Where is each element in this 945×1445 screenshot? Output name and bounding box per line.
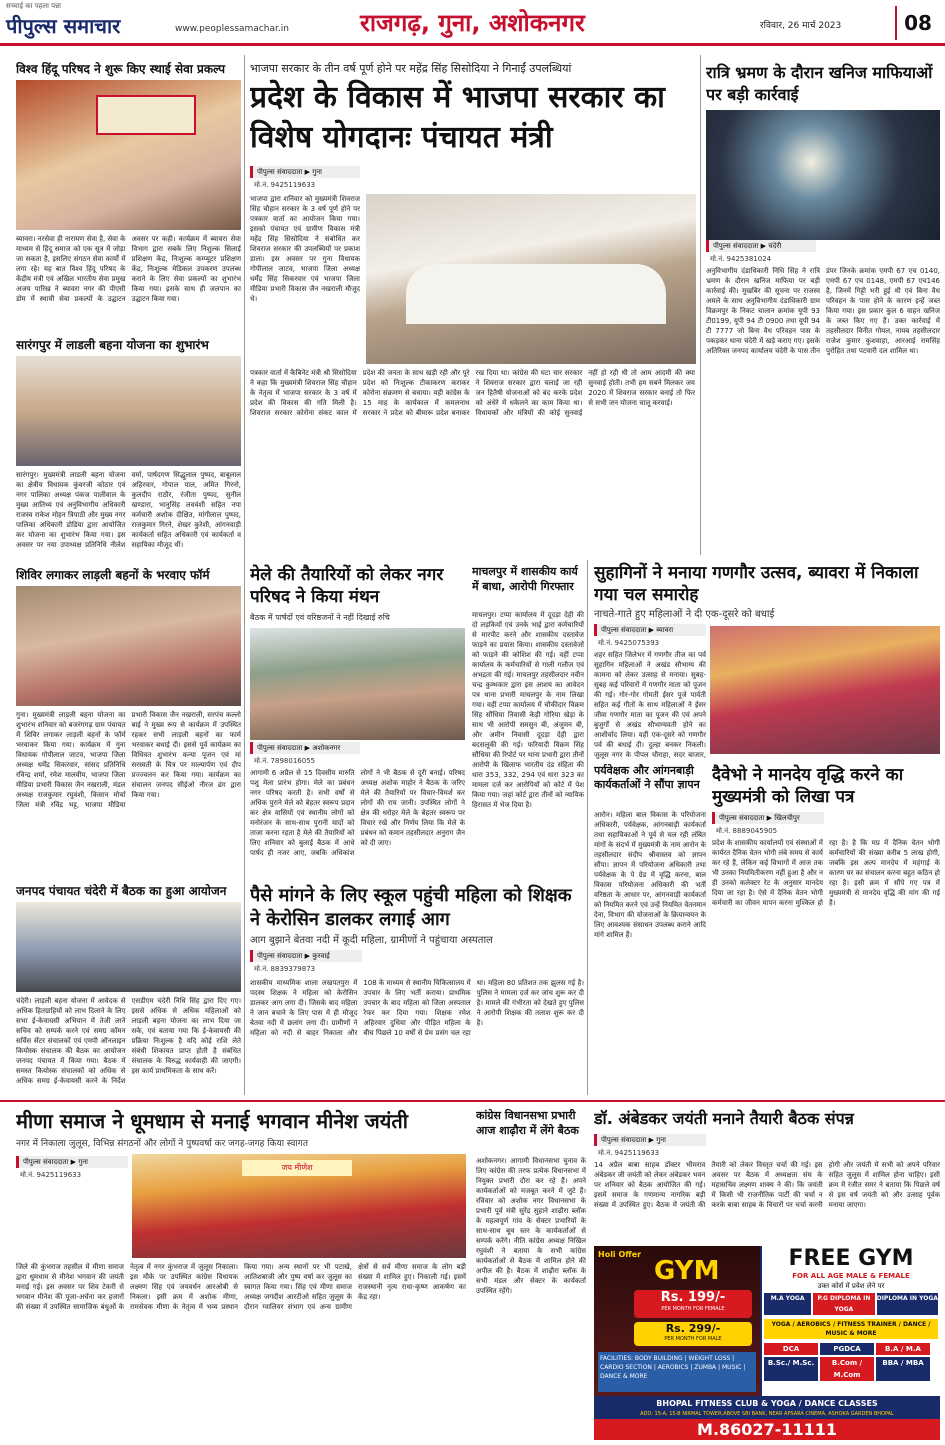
- gym-offer-panel: [594, 1246, 760, 1396]
- female-price-box: [634, 1290, 752, 1318]
- story-chanderi-meeting-photo: [16, 902, 241, 992]
- story-wage-headline: दैवेभो ने मानदेय वृद्धि करने का मुख्यमंत्री को लिखा पत्र: [712, 765, 904, 807]
- lead-photo: [366, 194, 696, 364]
- story-mela-headline: मेले की तैयारियों को लेकर नगर परिषद ने किया मंथन: [250, 565, 444, 607]
- issue-date: रविवार, 26 मार्च 2023: [760, 21, 842, 31]
- byline-place: अशोकनगर: [312, 744, 341, 752]
- story-ladli-camp-body: गुना। मुख्यमंत्री लाड़ली बहना योजना का शुभारंभ शनिवार को बजरंगगढ़ ग्राम पंचायत में शिविर लगाकर लाड़ली बहनों के फॉर्म भरवाकर किया गया। कार्यक्रम में गुना विधायक गोपीलाल जाटव, भाजपा जिला अध्यक्ष धर्मेंद्र सिकरवार, सांसद प्रतिनिधि रविन्द्र शर्मा, रमेश मालवीय, भाजपा जिला मीडिया प्रभारी विकास जैन नखराली, मंडल अध्यक्ष राजकुमार रघुवंशी, किसान मोर्चा जिला मंत्री रविंद्र भट्ट, भाजपा मीडिया प्रभारी विकास जैन नखराली, सरपंच कल्लो बाई ने मुख्य रूप से कार्यक्रम में उपस्थित रहकर सभी लाड़ली बहनों का फार्म भरवाकर बधाई दी। इससे पूर्व कार्यक्रम का विधिवत शुभारंभ कन्या पूजन एवं मां सरस्वती के चित्र पर माल्यार्पण एवं दीप प्रज्ज्वलन कर किया गया। कार्यक्रम का संचालन जनपद सीईओ नीरज ढंग द्वारा किया गया।: [16, 711, 241, 809]
- story-mining-body: अनुविभागीय दंडाधिकारी निधि सिंह ने रात्रि भ्रमण के दौरान खनिज माफिया पर बड़ी कार्रवाई की। मुखबिर की सूचना पर राजस्व अमले के साथ अनुविभागीय दंडाधिकारी ग्राम विक्रमपुर के निकट चालान क्रमांक यूपी 93 टी0199, यूपी 94 टी 0900 तथा यूपी 94 टी 7777 जो बिना वैध परिवहन पास के पकड़कर थाना चंदेरी में खड़े कराए गए। इसके अतिरिक्त जनपद कार्यालय चंदेरी के पास तीन डंपर जिनके क्रमांक एमपी 67 एच 0140, एमपी 67 एच 0148, एमपी 67 एच146 है, जिनमें गिट्टी भरी हुई थी एवं बिना वैध परिवहन के पास होने के कारण इन्हें जब्त किया गया। इस प्रकार कुल 6 वाहन खनिज के जब्त किए गए हैं। उक्त कार्रवाई में तहसीलदार विनीत गोयल, नायब तहसीलदार राजेश कुमार कुशवाहा, आरआई रामसिंह पुरोहित तथा पटवारी दल शामिल था।: [706, 267, 940, 355]
- page-number: 08: [895, 6, 939, 40]
- free-gym-sub: FOR ALL AGE MALE & FEMALE: [792, 1272, 910, 1280]
- story-meena-headline: मीणा समाज ने धूमधाम से मनाई भगवान मीनेश जयंती: [16, 1109, 408, 1133]
- column-rule: [700, 55, 701, 555]
- female-price: Rs. 199/-: [660, 1290, 726, 1305]
- story-vhp-headline: विश्व हिंदू परिषद ने शुरू किए स्थाई सेवा प्रकल्प: [16, 62, 226, 76]
- story-chanderi-meeting-body: चंदेरी। लाड़ली बहना योजना में आवेदक से अधिक हितग्राहियों को लाभ दिलाने के लिए सभा ई-केवायसी अभियान में तेजी लाने सचिव को सम्पर्क करने एवं समग्र कॉमन सर्विस सेंटर संचालकों एवं एमपी ऑनलाइन कियोस्क संचालक की बैठक का आयोजन जनपद पंचायत में किया गया। बैठक में समस्त कियोस्क संचालकों को अधिक से अधिक समग्र ई-केवायसी करने के निर्देश एसडीएम चंदेरी निधि सिंह द्वारा दिए गए। इससे अधिक से अधिक महिलाओं को लाड़ली बहना योजना का लाभ दिया जा सके, एवं बताया गया कि ई-केवायसी की प्रक्रिया निःशुल्क है यदि कोई राशि लेते संबंधी शिकायत प्राप्त होती है संबंधित संचालक के विरुद्ध कार्यवाही की जाएगी। इस कार्य प्राथमिकता के साथ करें।: [16, 997, 241, 1085]
- story-wage-byline: पीपुल्स संवाददाता ▶ खिलचीपुर: [712, 812, 824, 824]
- male-price: Rs. 299/-: [665, 1322, 721, 1335]
- degree-ba-ma: B.A / M.A: [876, 1343, 930, 1355]
- male-price-sub: PER MONTH FOR MALE: [664, 1336, 722, 1342]
- byline-place: खिलचीपुर: [774, 814, 800, 822]
- byline-name: पीपुल्स संवाददाता: [23, 1158, 69, 1166]
- lead-mobile: मो.नं. 9425119633: [254, 181, 316, 189]
- story-mela-mobile: मो.नं. 7898016055: [254, 757, 316, 765]
- story-ambedkar-byline: पीपुल्स संवाददाता ▶ गुना: [594, 1134, 706, 1146]
- byline-name: पीपुल्स संवाददाता: [257, 952, 303, 960]
- free-gym-panel: [762, 1246, 940, 1396]
- story-gangaur-body: शहर सहित जिलेभर में गणगौर तीज का पर्व सुहागिन महिलाओं ने अखंड सौभाग्य की कामना को लेकर उत्साह से मनाया। सुबह-सुबह कई परिवारों में गणगौर माता को पूजन की गई। गोर-गोर गोमती ईसर पूजे पार्वती सहित कई गीतों के साथ महिलाओं ने ईसर जीवा गणगौर माता का पूजन की एवं अपने बुजुर्गों से अखंड सौभाग्यवती होने का आशीर्वाद लिया। वहीं एक-दूसरे को गणगौर पर्व की बधाई दी। दुल्हा बनकर निकली। जुलूस नगर के पीपल चौराहा, सदर बाजार,: [594, 651, 706, 759]
- story-wage-body: प्रदेश के शासकीय कार्यालयों एवं संस्थाओं में कार्यरत दैनिक वेतन भोगी लंबे समय से कार्य कर रहे हैं, लेकिन कई विभागों में आज तक भी उनका नियमितीकरण नहीं हुआ है और न ही उनको कलेक्टर रेट के अनुसार मानदेय दिया जा रहा है। ऐसे में दैनिक वेतन भोगी कर्मचारी का जीवन यापन करना मुश्किल हो रहा है। है कि मप्र में दैनिक वेतन भोगी कर्मचारियों की संख्या करीब 5 लाख होगी, जबकि इस अल्प मानदेय में महंगाई के कारण घर का संचालन करना बहुत कठिन हो रहा है। इसी क्रम में सौंपे गए पत्र में मुख्यमंत्री से मानदेय वृद्धि की मांग की गई है।: [712, 839, 940, 907]
- story-gangaur-headline: सुहागिनों ने मनाया गणगौर उत्सव, ब्यावरा में निकाला गया चल समारोह: [594, 563, 919, 605]
- lead-headline: प्रदेश के विकास में भाजपा सरकार का विशेष योगदानः पंचायत मंत्री: [250, 80, 665, 155]
- story-mining-photo: [706, 110, 940, 240]
- story-wage-mobile: मो.नं. 8889045905: [716, 827, 778, 835]
- course-ma-yoga: M.A YOGA: [764, 1293, 811, 1315]
- story-sarangpur-body: सारंगपुर। मुख्यमंत्री लाडली बहना योजना का क्षेत्रीय विधायक कुंवरजी कोठार एवं नगर पालिका अध्यक्ष पंकज पालीवाल के मुख्य आतिथ्य एवं अनुविभागीय अधिकारी राजस्व राकेश मोहन त्रिपाठी और मुख्य नगर पालिका अधिकारी डोडिया द्वारा आयोजित कर योजना का शुभारंभ किया गया। इस अवसर पर नया उपाध्यक्ष प्रतिनिधि नीलेश वर्मा, पार्षदगण सिद्धुलाल पुष्पद, बाबूलाल अहिरवार, गोपाल पाल, अमित गिरनो, कुलदीप राठौर, रंजीता पुष्पद, सुनील खण्डारा, भानुसिंह लववंशी सहित नपा कर्मचारी अशोक दीक्षित, मांगीलाल पुष्पद, राजकुमार गिरने, शेखर कुरेशी, आंगनवाड़ी कार्यकर्ता सहित अधिकारी एवं कार्यकर्ता व सहायिका मौजूद थीं।: [16, 471, 241, 549]
- byline-name: पीपुल्स संवाददाता: [601, 1136, 647, 1144]
- story-gangaur-photo: [710, 626, 940, 754]
- story-machalpur-body: माचलपुर। टप्पा कार्यालय में दूदड़ा देही की दो लड़कियों एवं उनके भाई द्वारा कर्मचारियों से मारपीट करने और शासकीय दस्तावेज फाड़ने का प्रयास किया। शासकीय दस्तावेजों को फाड़ने की कोशिश की गई। वहीं टप्पा कार्यालय के कर्मचारियों से गाली गलौज एवं अभद्रता की गई। माचलपुर तहसीलदार नवीन चन्द्र कुम्भकार द्वारा इस आशय का आवेदन पत्र थाना प्रभारी माचलपुर के नाम लिखा गया। वहीं टप्पा कार्यालय में चौकीदार विक्रम सिंह सौंधिया निवासी केड़ी गोरिया खेड़ा के साथ भी आरोपी समसुन बी, अंजुमन बी, और अमीन निवासी दूदड़ा देही द्वारा बदसलूकी की गई। फरियादी विक्रम सिंह सौंधिया की रिपोर्ट पर थाना प्रभारी द्वारा तीनों आरोपी के खिलाफ भारतीय दंड संहिता की धारा 353, 332, 294 एवं धारा 323 का मामला दर्ज कर आरोपियों को कोर्ट में पेश किया गया। जहां कोर्ट द्वारा तीनों को न्यायिक हिरासत में भेज दिया है।: [472, 611, 584, 809]
- degree-bsc-msc: B.Sc./ M.Sc.: [764, 1357, 818, 1381]
- lead-kicker: भाजपा सरकार के तीन वर्ष पूर्ण होने पर महेंद्र सिंह सिसोदिया ने गिनाईं उपलब्धियां: [250, 62, 572, 75]
- free-gym-sub2: उक्त कोर्स में प्रवेश लेने पर: [817, 1282, 885, 1290]
- story-chanderi-meeting-headline: जनपद पंचायत चंदेरी में बैठक का हुआ आयोजन: [16, 884, 227, 898]
- section-title: राजगढ़, गुना, अशोकनगर: [360, 9, 585, 37]
- lead-byline: पीपुल्स संवाददाता ▶ गुना: [250, 166, 360, 178]
- byline-name: पीपुल्स संवाददाता: [257, 168, 303, 176]
- story-anganwadi-headline: पर्यवेक्षक और आंगनबाड़ी कार्यकर्ताओं ने सौंपा ज्ञापन: [594, 764, 700, 791]
- masthead: [0, 0, 945, 46]
- gym-facilities: FACILITIES: BODY BUILDING | WEIGHT LOSS | CARDIO SECTION | AEROBICS | ZUMBA | MUSIC | DANCE & MORE: [598, 1352, 756, 1392]
- website-url: www.peoplessamachar.in: [175, 24, 289, 34]
- story-gangaur-byline: पीपुल्स संवाददाता ▶ ब्यावरा: [594, 624, 706, 636]
- story-mining-headline: रात्रि भ्रमण के दौरान खनिज माफियाओं पर बड़ी कार्रवाई: [706, 63, 933, 104]
- story-congress-body: अशोकनगर। आगामी विधानसभा चुनाव के लिए कांग्रेस की तरफ प्रत्येक विधानसभा में नियुक्त प्रभारी दौरा कर रहे हैं। अपने कार्यकर्ताओं को मजबूत करने में जुटे हैं। रविवार को अशोक नगर विधानसभा के प्रभारी पूर्व मंत्री सुरेंद्र सुहाने शाढ़ौरा ब्लॉक के महत्वपूर्ण गांव के सेक्टर प्रभारियों के साथ-साथ बूथ स्तर के कार्यकर्ताओं से सम्पर्क करेंगे। नीति कांग्रेस अध्यक्ष निखिल रघुवंशी ने बताया के सभी कांग्रेस कार्यकर्ताओं से बैठक में शामिल होने की अपील की है। बैठक में शाढ़ौरा ब्लॉक के सभी मंडल और सेक्टर के कार्यकर्ता उपस्थित रहेंगे।: [476, 1157, 586, 1295]
- story-vhp-photo: [16, 80, 241, 230]
- lead-body-2: पत्रकार वार्ता में कैबिनेट मंत्री श्री सिसोदिया ने कहा कि मुख्यमंत्री शिवराज सिंह चौहान के नेतृत्व में भाजपा सरकार के 3 वर्ष में प्रदेश की विकास की गति मिली है। शिवराज सरकार कोरोना संकट काल में प्रदेश की जनता के साथ खड़ी रही और पूरे प्रदेश को निःशुल्क टीकाकरण कराकर कोरोना संक्रमण से बचाया। यही कांग्रेस के 15 माह के कार्यकाल में कमलनाथ सरकार ने प्रदेश को बीमारू प्रदेश बनाकर रख दिया था। कांग्रेस की घटा चार सरकार ने शिवराज सरकार द्वारा चलाई जा रही जन हितैषी योजनाओं को बंद करके प्रदेश को अंधेरे में धकेलने का काम किया था। विधायकों और मंत्रियों की कोई सुनवाई नहीं हो रही थी तो आम आदमी की क्या सुनवाई होती। तभी हम सबने मिलकर जय 2020 में शिवराज सरकार बनाई तो फिर से सभी जन योजना चालू करवाई।: [250, 369, 695, 417]
- story-ambedkar-mobile: मो.नं. 9425119633: [598, 1149, 660, 1157]
- byline-place: गुना: [78, 1158, 88, 1166]
- byline-name: पीपुल्स संवाददाता: [713, 242, 759, 250]
- story-kerosene-body: शासकीय माध्यमिक शाला लखपतपुरा में पदस्थ शिक्षक ने महिला को केरोसिन डालकर आग लगा दी। जिसके बाद महिला ने जान बचाने के लिए पास में ही मौजूद बेतवा नदी में छलांग लगा दी। ग्रामीणों ने महिला को नदी से बाहर निकाला और 108 के माध्यम से स्थानीय चिकित्सालय में उपचार के लिए भर्ती कराया। प्राथमिक उपचार के बाद महिला को जिला अस्पताल रेफर कर दिया गया। शिक्षक रमेश अहिरवार दुधिया और पीड़ित महिला के बीच पिछले 10 वर्षों से प्रेम प्रसंग चल रहा था। महिला 80 प्रतिशत तक झुलस गई है। पुलिस ने मामला दर्ज कर जांच शुरू कर दी है। मामले की गंभीरता को देखते हुए पुलिस ने आरोपी शिक्षक की तलाश शुरू कर दी है।: [250, 979, 584, 1037]
- degree-bcom-mcom: B.Com / M.Com: [820, 1357, 874, 1381]
- story-kerosene-byline: पीपुल्स संवाददाता ▶ कुरवाई: [250, 950, 362, 962]
- story-gangaur-mobile: मो.नं. 9425075393: [598, 639, 660, 647]
- story-mining-byline: पीपुल्स संवाददाता ▶ चंदेरी: [706, 240, 816, 252]
- story-anganwadi-body: आरोन। महिला बाल विकास के परियोजना अधिकारी, पर्यवेक्षक, आंगनबाड़ी कार्यकर्ता तथा सहायिकाओं ने पूर्व से चल रही लंबित मांगों के संदर्भ में मुख्यमंत्री के नाम आरोन के तहसीलदार संदीप श्रीवास्तव को ज्ञापन सौंपा। ज्ञापन में परियोजना अधिकारी तथा पर्यवेक्षक के पे ग्रेड में वृद्धि करना, बाल विकास परियोजना अधिकारी की भर्ती वरिष्ठता के आधार पर, आंगनवाड़ी कार्यकर्ता को नियमित करने एवं उन्हें नियमित वेतनमान देना, विभाग की योजनाओं के क्रियान्वयन के लिए आवश्यक संसाधन उपलब्ध कराने आदि मांगे शामिल हैं।: [594, 811, 706, 939]
- club-mobile[interactable]: M.86027-11111: [594, 1419, 940, 1440]
- masthead-tagline: सच्चाई का पहला पन्ना: [6, 2, 61, 10]
- column-rule: [244, 55, 245, 1095]
- course-diploma: DIPLOMA IN YOGA: [877, 1293, 938, 1315]
- certificate-courses: YOGA / AEROBICS / FITNESS TRAINER / DANCE / MUSIC & MORE: [764, 1319, 938, 1339]
- story-ambedkar-body: 14 अप्रैल बाबा साहब डॉक्टर भीमराव अंबेडकर जी जयंती को लेकर अंबेडकर भवन पर शनिवार को बैठक आयोजित की गई। इसमें समाज के गणमान्य नागरिक बड़ी संख्या में उपस्थित हुए। बैठक में जयंती की तैयारी को लेकर विस्तृत चर्चा की गई। इस अवसर पर बैठक में अध्यक्षता संघ के महासचिव लक्ष्मण शाक्य ने की। कि जयंती में किसी भी राजनीतिक पार्टी की चर्चा न करके बाबा साहब के विचारों पर चर्चा करनी होगी और जयंती में सभी को अपने परिवार सहित जुलूस में शामिल होना चाहिए। इसी क्रम में रंजीत समर ने बताया कि पिछले वर्ष से इस वर्ष जयंती को और उत्साह पूर्वक मनाया जाएगा।: [594, 1161, 940, 1209]
- lead-body-1: भाजपा द्वारा शनिवार को मुख्यमंत्री शिवराज सिंह चौहान सरकार के 3 वर्ष पूर्ण होने पर पत्रकार वार्ता का आयोजन किया गया। इसको पंचायत एवं ग्रामीण विकास मंत्री महेंद्र सिंह सिसोदिया ने संबोधित कर शिवराज सरकार की उपलब्धियों पर प्रकाश डाला। इस अवसर पर गुना विधायक गोपीलाल जाटव, भाजपा जिला अध्यक्ष धर्मेंद्र सिंह सिकरवार एवं भाजपा जिला मीडिया प्रभारी विकास जैन नखराली मौजूद थे।: [250, 195, 360, 303]
- story-meena-byline: पीपुल्स संवाददाता ▶ गुना: [16, 1156, 128, 1168]
- story-kerosene-subtitle: आग बुझाने बेतवा नदी में कूदी महिला, ग्रामीणों ने पहुंचाया अस्पताल: [250, 935, 493, 946]
- story-meena-subtitle: नगर में निकाला जुलूस, विभिन्न संगठनों और लोगों ने पुष्पवर्षा कर जगह-जगह किया स्वागत: [16, 1139, 308, 1149]
- photo-banner-text: जय मीणेश: [242, 1160, 352, 1176]
- newspaper-logo: पीपुल्स समाचार: [6, 14, 121, 38]
- story-ladli-camp-photo: [16, 586, 241, 706]
- story-meena-photo: [132, 1154, 466, 1258]
- story-mela-subtitle: बैठक में पार्षदों एवं वरिष्ठजनों ने नहीं दिखाई रुचि: [250, 613, 390, 622]
- story-kerosene-mobile: मो.नं. 8839379873: [254, 965, 316, 973]
- holi-offer-label: Holi Offer: [598, 1250, 642, 1259]
- degree-dca: DCA: [764, 1343, 818, 1355]
- story-vhp-body: ब्यावरा। नरसेवा ही नारायण सेवा है, सेवा के माध्यम से हिंदू समाज को एक सूत्र में जोड़ा जा सकता है, इसलिए संगठन सेवा कार्यों में लगा रहे। यह बात विश्व हिंदू परिषद के केंद्रीय मंत्री एवं अखिल भारतीय सेवा प्रमुख अजय पारिख ने ब्यावरा नगर की पीएसी डोम में स्थायी सेवा प्रकल्पों के उद्घाटन अवसर पर कही। कार्यक्रम में ब्यावरा सेवा विभाग द्वारा सबके लिए निशुल्क सिलाई प्रशिक्षण केंद्र, निःशुल्क कम्प्यूटर प्रशिक्षण केंद्र, निःशुल्क मेडिकल उपकरण उपलब्ध कराने के लिए सेवा प्रकल्पों का शुभारंभ किया गया। इसके साथ ही जलपान का उद्घाटन किया गया।: [16, 235, 241, 303]
- byline-name: पीपुल्स संवाददाता: [719, 814, 765, 822]
- section-rule: [0, 1100, 945, 1102]
- byline-place: ब्यावरा: [656, 626, 674, 634]
- story-congress-headline: कांग्रेस विधानसभा प्रभारी आज शाढ़ौरा में लेंगे बैठक: [476, 1109, 579, 1137]
- female-price-sub: PER MONTH FOR FEMALE: [661, 1306, 725, 1312]
- byline-name: पीपुल्स संवाददाता: [257, 744, 303, 752]
- story-mela-photo: [250, 628, 465, 740]
- byline-place: कुरवाई: [312, 952, 330, 960]
- byline-place: गुना: [312, 168, 322, 176]
- story-mining-mobile: मो.नं. 9425381024: [710, 255, 772, 263]
- free-gym-title: FREE GYM: [788, 1246, 914, 1271]
- story-sarangpur-photo: [16, 356, 241, 466]
- story-gangaur-subtitle: नाचते-गाते हुए महिलाओं ने दी एक-दूसरे को बधाई: [594, 609, 775, 620]
- story-meena-mobile: मो.नं. 9425119633: [20, 1171, 82, 1179]
- degree-bba-mba: BBA / MBA: [876, 1357, 930, 1381]
- club-name: BHOPAL FITNESS CLUB & YOGA / DANCE CLASSES: [656, 1399, 878, 1408]
- gym-label: GYM: [654, 1256, 720, 1286]
- story-sarangpur-headline: सारंगपुर में लाडली बहना योजना का शुभारंभ: [16, 338, 209, 352]
- story-machalpur-headline: माचलपुर में शासकीय कार्य में बाधा, आरोपी गिरफ्तार: [472, 565, 578, 593]
- story-ladli-camp-headline: शिविर लगाकर लाड़ली बहनों के भरवाए फॉर्म: [16, 568, 210, 582]
- column-rule: [587, 560, 588, 1095]
- fitness-club-advertisement[interactable]: [594, 1246, 940, 1440]
- story-ambedkar-headline: डॉ. अंबेडकर जयंती मनाने तैयारी बैठक संपन्न: [594, 1109, 854, 1128]
- story-meena-body: जिले की कुंभराज तहसील में मीणा समाज द्वारा धूमधाम से मीनेश भगवान की जयंती मनाई गई। इस अवसर पर शिव टेकरी से भगवान मीनेश की पूजा-अर्चना कर हजारों की संख्या में उपस्थित सामाजिक बंधुओं के नेतृत्व में नगर कुंभराज में जुलूस निकाला। इस मौके पर उपस्थित कांग्रेस विधायक लक्ष्मण सिंह एवं जयवर्धन आरओबी से निकला। इसी क्रम में अशोक मीणा, रामसेवक मीणा के नेतृत्व में भव्य प्रस्थान किया गया। अन्य स्थानों पर भी पटाखे, आतिशबाजी और पुष्प वर्षा कर जुलूस का स्वागत किया गया। सिंह एवं मीणा समाज अध्यक्ष जगदीश आरटीओ सहित जुलूस के दौरान ग्वालियर संभाग एवं अन्य ग्रामीण क्षेत्रों से सर्व मीणा समाज के लोग बड़ी संख्या में शामिल हुए। निकाली गई। इसमें राजस्थानी नृत्य राधा-कृष्ण आकर्षण का केंद्र रहा।: [16, 1263, 466, 1311]
- byline-name: पीपुल्स संवाददाता: [601, 626, 647, 634]
- club-address: ADD: 15-A, 15-B NIRMAL TOWER,ABOVE SBI BANK, NEAR APSARA CINEMA, ASHOKA GARDEN BHOPAL: [640, 1411, 894, 1417]
- story-kerosene-headline: पैसे मांगने के लिए स्कूल पहुंची महिला को शिक्षक ने केरोसिन डालकर लगाई आग: [250, 885, 572, 930]
- degree-pgdca: PGDCA: [820, 1343, 874, 1355]
- story-mela-body: आगामी 6 अप्रैल से 15 दिवसीय मारुति पशु मेला प्रारंभ होगा। मेले का प्रबंधन नगर परिषद करती है। सभी वर्षों से अधिक पुराने मेले को बेहतर स्वरूप प्रदान कर क्षेत्र वासियों एवं स्थानीय लोगों को मनोरंजन के साथ-साथ पुरानी यादों को ताजा करना रहता है मेले की तैयारियों को लिए शनिवार को बुलाई बैठक में आधे पार्षद ही नजर आए, जबकि अधिकांश लोगों ने भी बैठक से दूरी बनाई। परिषद अध्यक्ष अशोक माहोर ने बैठक के जरिए मेले की तैयारियों पर विचार-विमर्श कर लोगों की राय जानी। उपस्थित लोगों ने क्षेत्र की धरोहर मेले के बेहतर स्वरूप पर विचार रखे और निर्णय लिया कि मेले के प्रबंधन को कमान तहसीलदार अनुराग जैन को दी जाए।: [250, 769, 465, 857]
- story-mela-byline: पीपुल्स संवाददाता ▶ अशोकनगर: [250, 742, 360, 754]
- male-price-box: [634, 1322, 752, 1346]
- course-pg-diploma: P.G DIPLOMA IN YOGA: [813, 1293, 874, 1315]
- byline-place: चंदेरी: [768, 242, 782, 250]
- byline-place: गुना: [656, 1136, 666, 1144]
